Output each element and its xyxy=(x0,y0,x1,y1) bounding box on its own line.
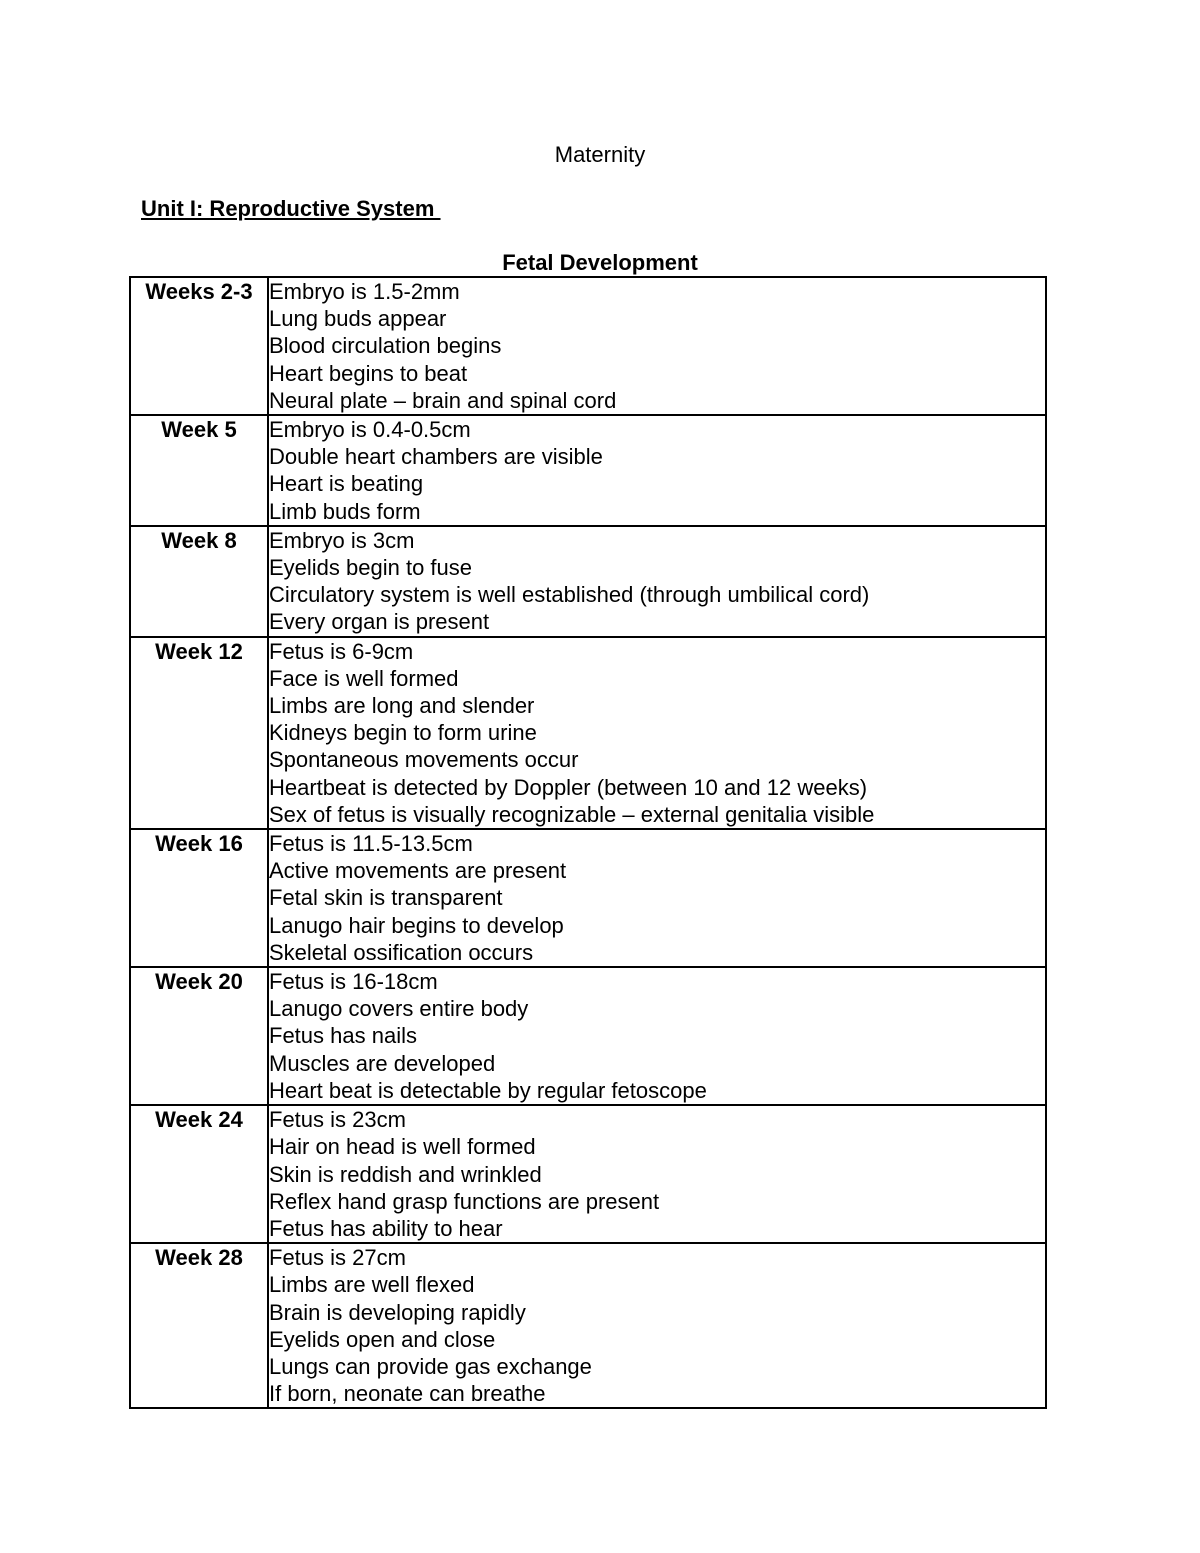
table-row xyxy=(130,1243,1046,1408)
note-line: Embryo is 3cm xyxy=(269,527,415,553)
week-label: Week 20 xyxy=(130,967,268,1105)
week-label: Week 5 xyxy=(130,415,268,526)
note-line: Lanugo covers entire body xyxy=(269,996,529,1022)
note-line: Spontaneous movements occur xyxy=(269,747,579,773)
note-line: Blood circulation begins xyxy=(269,333,502,359)
development-notes xyxy=(268,415,1046,526)
development-notes xyxy=(268,967,1046,1105)
table-row xyxy=(130,637,1046,829)
table-row xyxy=(130,829,1046,967)
table-row xyxy=(130,415,1046,526)
fetal-development-table xyxy=(129,276,1047,1409)
note-line: Kidneys begin to form urine xyxy=(269,720,537,746)
development-notes xyxy=(268,829,1046,967)
note-line: Every organ is present xyxy=(269,609,490,635)
week-label: Week 16 xyxy=(130,829,268,967)
development-notes xyxy=(268,526,1046,637)
table-row xyxy=(130,526,1046,637)
note-line: Circulatory system is well established (through umbilical cord) xyxy=(269,582,870,608)
note-line: Fetus is 23cm xyxy=(269,1107,406,1133)
note-line: Sex of fetus is visually recognizable – external genitalia visible xyxy=(269,801,875,827)
document-title: Maternity xyxy=(554,142,646,167)
note-line: Muscles are developed xyxy=(269,1050,496,1076)
note-line: Lungs can provide gas exchange xyxy=(269,1353,592,1379)
note-line: Limbs are long and slender xyxy=(269,693,535,719)
week-label: Week 12 xyxy=(130,637,268,829)
table-row xyxy=(130,277,1046,415)
note-line: Eyelids open and close xyxy=(269,1326,496,1352)
note-line: Embryo is 0.4-0.5cm xyxy=(269,417,471,443)
development-notes xyxy=(268,1243,1046,1408)
note-line: Limbs are well flexed xyxy=(269,1272,475,1298)
note-line: Neural plate – brain and spinal cord xyxy=(269,387,617,413)
unit-heading: Unit I: Reproductive System xyxy=(141,196,441,221)
week-label: Week 24 xyxy=(130,1105,268,1243)
note-line: Eyelids begin to fuse xyxy=(269,555,473,581)
development-notes xyxy=(268,277,1046,415)
note-line: Heart begins to beat xyxy=(269,360,468,386)
note-line: Heart beat is detectable by regular fetoscope xyxy=(269,1077,707,1103)
note-line: Active movements are present xyxy=(269,858,567,884)
development-notes xyxy=(268,1105,1046,1243)
note-line: Lung buds appear xyxy=(269,306,447,332)
note-line: Fetus has nails xyxy=(269,1023,417,1049)
note-line: If born, neonate can breathe xyxy=(269,1381,546,1407)
note-line: Reflex hand grasp functions are present xyxy=(269,1188,660,1214)
table-row xyxy=(130,967,1046,1105)
note-line: Skeletal ossification occurs xyxy=(269,939,534,965)
note-line: Brain is developing rapidly xyxy=(269,1299,526,1325)
note-line: Embryo is 1.5-2mm xyxy=(269,279,460,304)
note-line: Double heart chambers are visible xyxy=(269,444,603,470)
week-label: Weeks 2-3 xyxy=(130,277,268,415)
development-notes xyxy=(268,637,1046,829)
note-line: Fetus is 27cm xyxy=(269,1245,406,1271)
note-line: Fetus is 16-18cm xyxy=(269,969,438,995)
note-line: Skin is reddish and wrinkled xyxy=(269,1161,542,1187)
note-line: Fetus is 6-9cm xyxy=(269,638,414,664)
week-label: Week 28 xyxy=(130,1243,268,1408)
note-line: Heart is beating xyxy=(269,471,424,497)
note-line: Heartbeat is detected by Doppler (between 10 and 12 weeks) xyxy=(269,774,868,800)
week-label: Week 8 xyxy=(130,526,268,637)
note-line: Limb buds form xyxy=(269,498,421,524)
note-line: Hair on head is well formed xyxy=(269,1134,536,1160)
note-line: Fetus has ability to hear xyxy=(269,1215,503,1241)
note-line: Fetal skin is transparent xyxy=(269,885,503,911)
table-row xyxy=(130,1105,1046,1243)
note-line: Lanugo hair begins to develop xyxy=(269,912,564,938)
note-line: Face is well formed xyxy=(269,665,459,691)
table-title: Fetal Development xyxy=(502,250,698,275)
note-line: Fetus is 11.5-13.5cm xyxy=(269,831,473,857)
table-body xyxy=(130,277,1046,1408)
